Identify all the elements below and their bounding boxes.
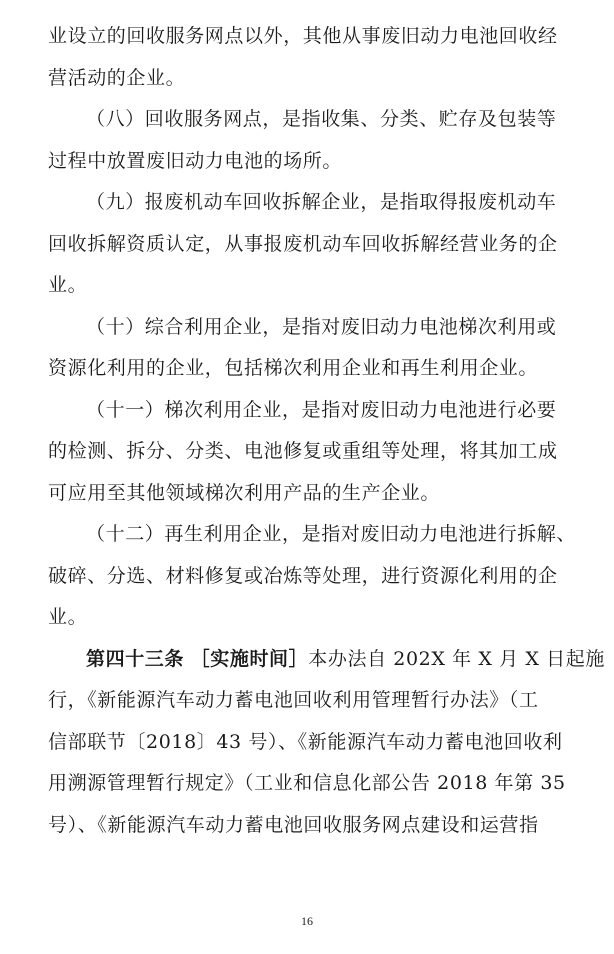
text-line: 业设立的回收服务网点以外，其他从事废旧动力电池回收经	[48, 25, 558, 47]
text-line: （八）回收服务网点，是指收集、分类、贮存及包装等	[86, 108, 557, 130]
article-title: ［实施时间］	[190, 647, 309, 670]
text-line: 可应用至其他领域梯次利用产品的生产企业。	[48, 481, 441, 504]
text-line: 营活动的企业。	[48, 66, 186, 89]
text-line: （十一）梯次利用企业，是指对废旧动力电池进行必要	[86, 398, 557, 421]
article-text: 本办法自 202X 年 X 月 X 日起施	[308, 647, 605, 670]
text-line: 业。	[48, 274, 88, 296]
text-line: 用溯源管理暂行规定》（工业和信息化部公告 2018 年第 35	[48, 772, 566, 794]
text-line: 信部联节〔2018〕43 号）、《新能源汽车动力蓄电池回收利	[48, 730, 563, 753]
text-line: 行，《新能源汽车动力蓄电池回收利用管理暂行办法》（工	[48, 689, 539, 711]
text-line: （十二）再生利用企业，是指对废旧动力电池进行拆解、	[86, 523, 577, 545]
body-text	[48, 16, 605, 846]
text-line: （十）综合利用企业，是指对废旧动力电池梯次利用或	[86, 315, 557, 338]
article-heading-line	[48, 639, 605, 681]
text-line: 破碎、分选、材料修复或冶炼等处理，进行资源化利用的企	[48, 564, 558, 587]
text-line: 资源化利用的企业，包括梯次利用企业和再生利用企业。	[48, 357, 539, 379]
text-line: （九）报废机动车回收拆解企业，是指取得报废机动车	[86, 191, 557, 213]
text-line: 回收拆解资质认定，从事报废机动车回收拆解经营业务的企	[48, 232, 558, 255]
page-number: 16	[301, 914, 313, 928]
text-line: 过程中放置废旧动力电池的场所。	[48, 149, 343, 172]
text-line: 号）、《新能源汽车动力蓄电池回收服务网点建设和运营指	[48, 813, 539, 836]
text-line: 的检测、拆分、分类、电池修复或重组等处理，将其加工成	[48, 440, 558, 462]
article-label: 第四十三条	[86, 647, 185, 670]
text-line: 业。	[48, 606, 88, 628]
